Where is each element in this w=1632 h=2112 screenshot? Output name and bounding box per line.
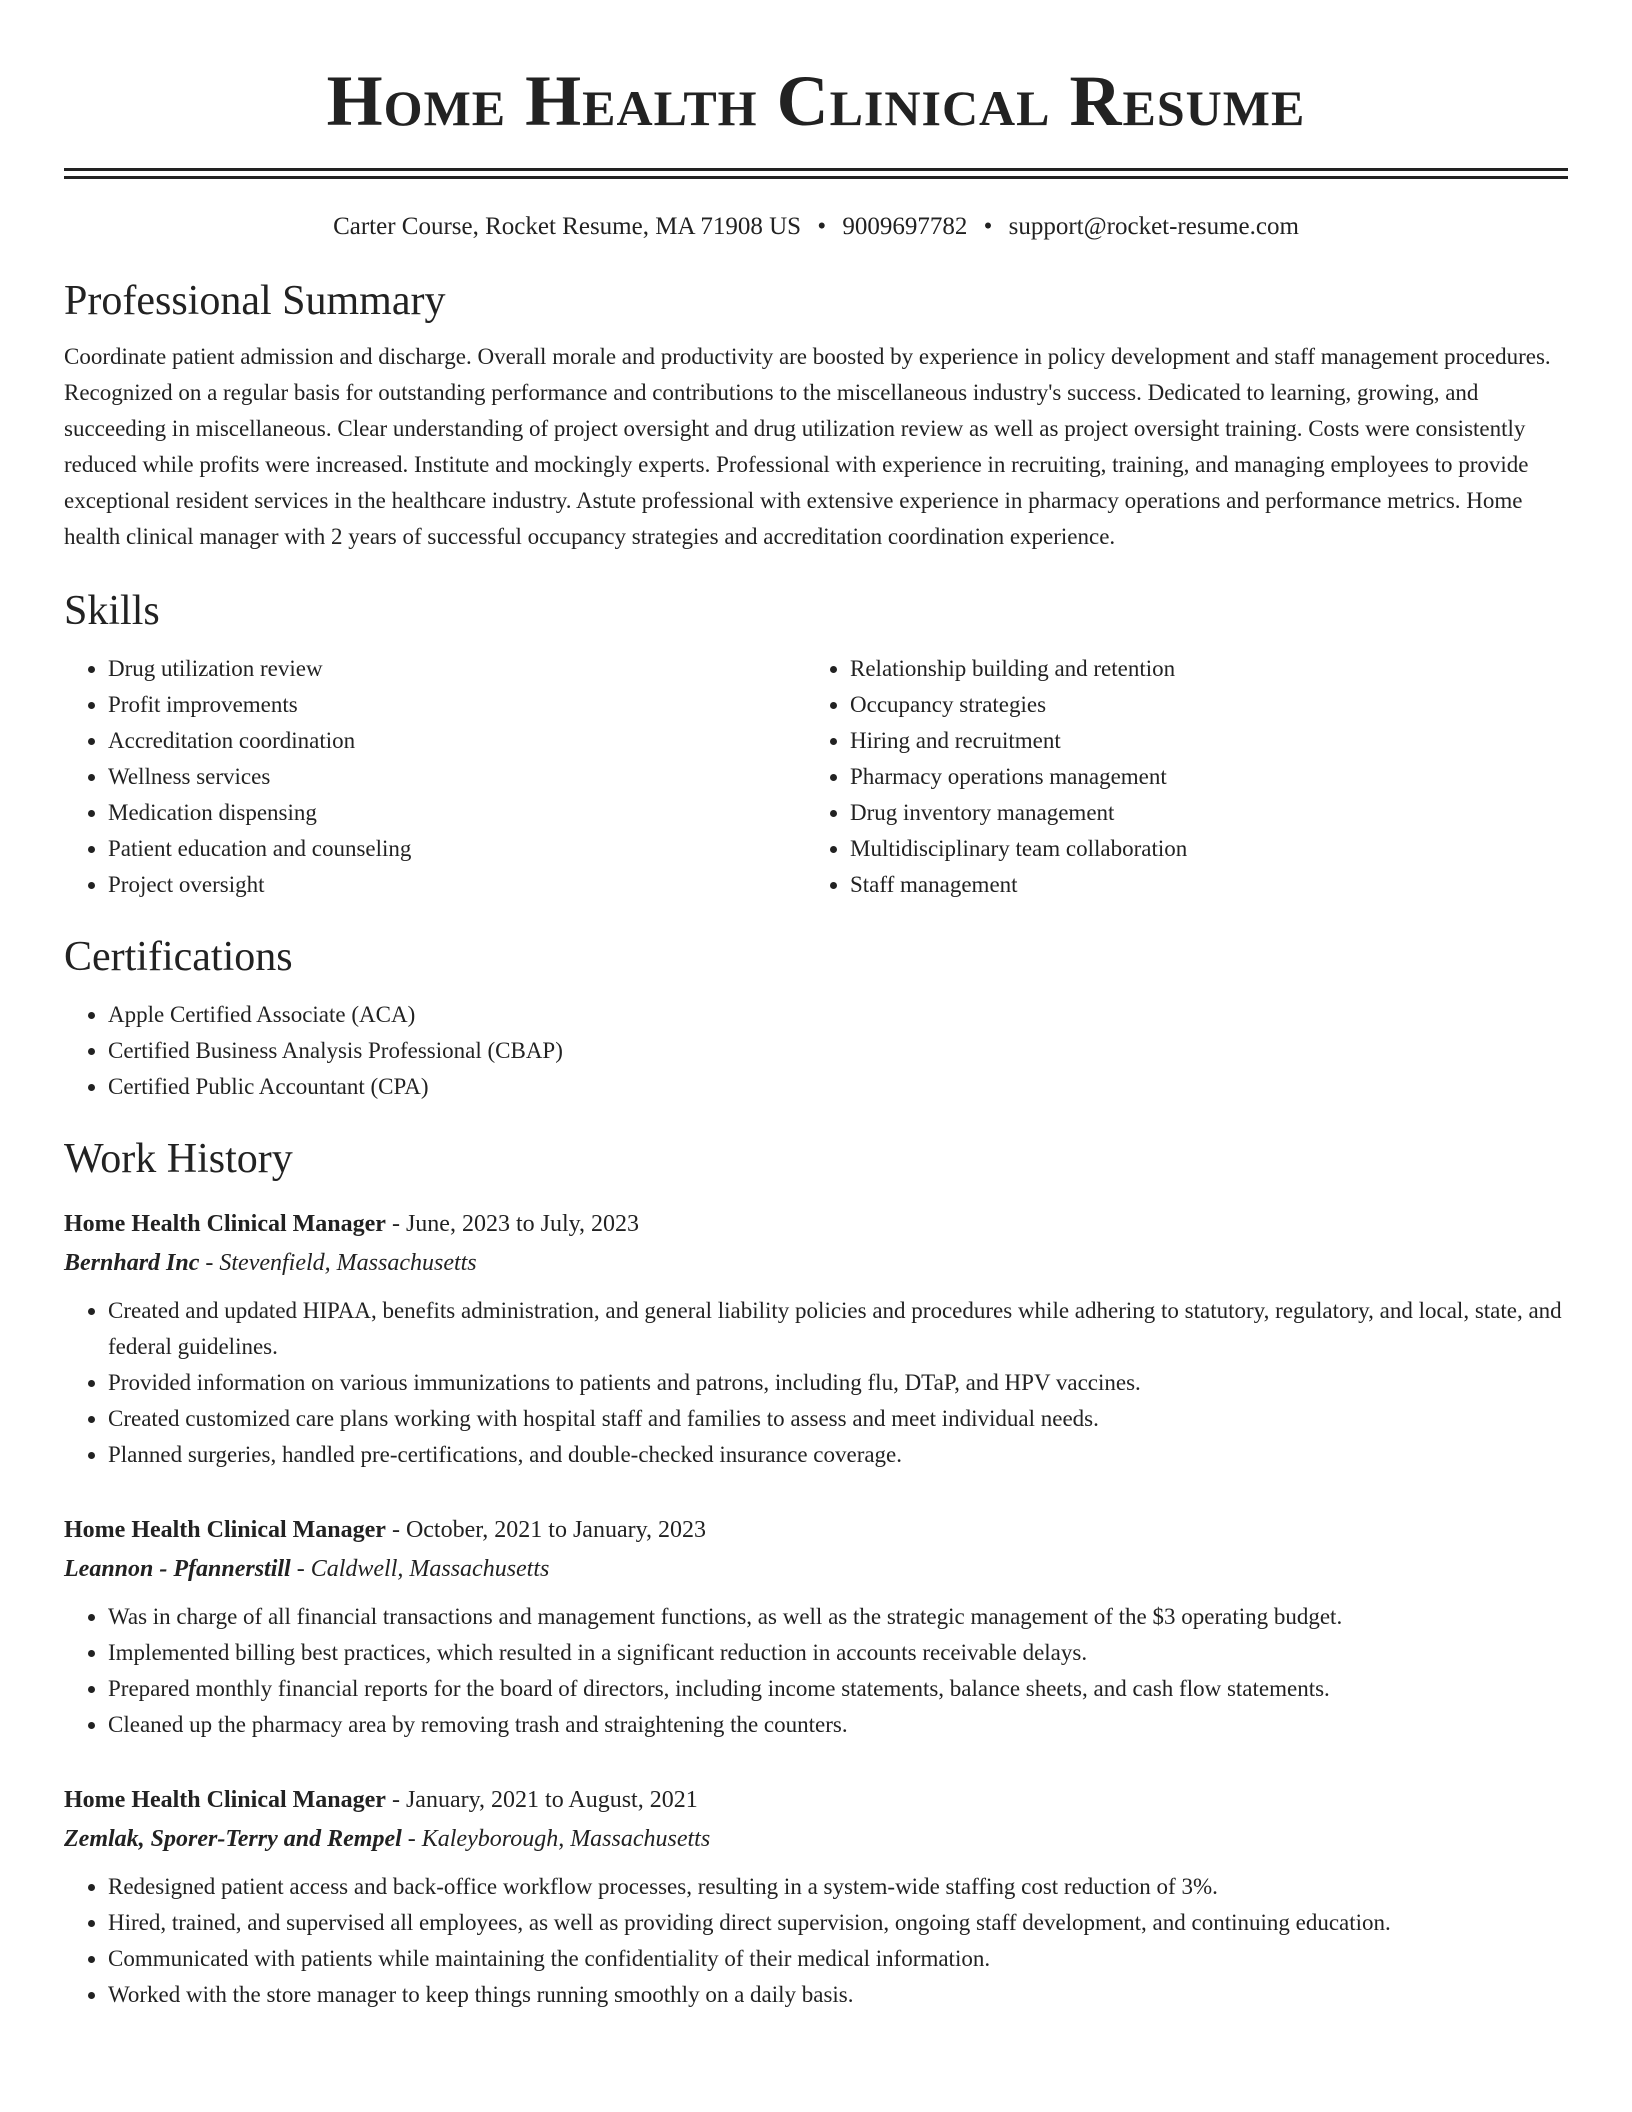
job-header: [64, 1205, 1568, 1243]
job-entry: [64, 1781, 1568, 2013]
certification-item: • Apple Certified Associate (ACA): [108, 997, 1568, 1033]
job-entry: [64, 1511, 1568, 1743]
skills-list-left: [64, 651, 806, 903]
skill-item: • Profit improvements: [108, 687, 806, 723]
certifications-list: [64, 997, 1568, 1105]
skill-item: • Project oversight: [108, 867, 806, 903]
skill-item: • Staff management: [850, 867, 1548, 903]
skill-item: • Multidisciplinary team collaboration: [850, 831, 1548, 867]
job-duty-item: • Provided information on various immunizations to patients and patrons, including flu, DTaP, and HPV vaccines.: [108, 1365, 1568, 1401]
job-dates: - June, 2023 to July, 2023: [385, 1211, 640, 1237]
job-duties-list: [64, 1599, 1568, 1743]
job-duties-list: [64, 1869, 1568, 2013]
job-title: Home Health Clinical Manager: [64, 1211, 386, 1237]
job-duty-item: • Hired, trained, and supervised all employees, as well as providing direct supervision, ongoing staff development, and continuing education.: [108, 1905, 1568, 1941]
skills-list-right: [806, 651, 1548, 903]
skill-item: • Wellness services: [108, 759, 806, 795]
skill-item: • Pharmacy operations management: [850, 759, 1548, 795]
skill-item: • Drug inventory management: [850, 795, 1548, 831]
job-duty-item: • Cleaned up the pharmacy area by removing trash and straightening the counters.: [108, 1707, 1568, 1743]
job-employer-line: [64, 1819, 1568, 1859]
job-company: Zemlak, Sporer-Terry and Rempel: [64, 1826, 402, 1852]
job-employer-line: [64, 1243, 1568, 1283]
job-duty-item: • Created customized care plans working with hospital staff and families to assess and meet individual needs.: [108, 1401, 1568, 1437]
certification-item: • Certified Business Analysis Professional (CBAP): [108, 1033, 1568, 1069]
section-heading-work-history: Work History: [64, 1136, 293, 1182]
contact-line: [64, 209, 1568, 245]
summary-paragraph: Coordinate patient admission and discharge. Overall morale and productivity are boosted by experience in policy development and staff management procedures. Recognized on a regular basis for outstanding performance and contributions to the miscellaneous industry's success. Dedicated to learning, growing, and succeeding in miscellaneous. Clear understanding of project oversight and drug utilization review as well as project oversight training. Costs were consistently reduced while profits were increased. Institute and mockingly experts. Professional with experience in recruiting, training, and managing employees to provide exceptional resident services in the healthcare industry. Astute professional with extensive experience in pharmacy operations and performance metrics. Home health clinical manager with 2 years of successful occupancy strategies and accreditation coordination experience.: [64, 344, 1551, 549]
job-duties-list: [64, 1293, 1568, 1473]
job-duty-item: • Communicated with patients while maintaining the confidentiality of their medical information.: [108, 1941, 1568, 1977]
job-header: [64, 1511, 1568, 1549]
job-duty-item: • Was in charge of all financial transactions and management functions, as well as the strategic management of the $3 operating budget.: [108, 1599, 1568, 1635]
resume-page: [64, 0, 1568, 2013]
job-company: Bernhard Inc: [64, 1250, 200, 1276]
skills-column-left: [64, 651, 806, 903]
job-title: Home Health Clinical Manager: [64, 1517, 386, 1543]
job-duty-item: • Prepared monthly financial reports for the board of directors, including income statements, balance sheets, and cash flow statements.: [108, 1671, 1568, 1707]
job-header: [64, 1781, 1568, 1819]
section-heading-certifications: Certifications: [64, 934, 293, 980]
job-duty-item: • Created and updated HIPAA, benefits administration, and general liability policies and procedures while adhering to statutory, regulatory, and local, state, and federal guidelines.: [108, 1293, 1568, 1365]
skills-columns: [64, 651, 1568, 903]
job-location: - Caldwell, Massachusetts: [290, 1556, 550, 1582]
job-dates: - October, 2021 to January, 2023: [385, 1517, 707, 1543]
contact-separator: •: [817, 213, 827, 240]
skills-column-right: [806, 651, 1548, 903]
title-double-rule: [64, 168, 1568, 179]
job-duty-item: • Redesigned patient access and back-office workflow processes, resulting in a system-wide staffing cost reduction of 3%.: [108, 1869, 1568, 1905]
job-dates: - January, 2021 to August, 2021: [385, 1787, 698, 1813]
skill-item: • Patient education and counseling: [108, 831, 806, 867]
professional-summary-section: [64, 275, 1568, 555]
skill-item: • Occupancy strategies: [850, 687, 1548, 723]
skill-item: • Accreditation coordination: [108, 723, 806, 759]
work-history-section: [64, 1133, 1568, 2013]
skill-item: • Drug utilization review: [108, 651, 806, 687]
contact-separator: •: [983, 213, 993, 240]
job-employer-line: [64, 1549, 1568, 1589]
section-heading-summary: Professional Summary: [64, 278, 446, 324]
certification-item: • Certified Public Accountant (CPA): [108, 1069, 1568, 1105]
contact-phone: 9009697782: [842, 213, 968, 240]
certifications-section: [64, 931, 1568, 1105]
job-location: - Stevenfield, Massachusetts: [199, 1250, 477, 1276]
resume-title: Home Health Clinical Resume: [326, 61, 1306, 141]
contact-email: support@rocket-resume.com: [1008, 213, 1299, 240]
job-title: Home Health Clinical Manager: [64, 1787, 386, 1813]
job-duty-item: • Implemented billing best practices, which resulted in a significant reduction in accounts receivable delays.: [108, 1635, 1568, 1671]
job-company: Leannon - Pfannerstill: [64, 1556, 291, 1582]
skills-section: [64, 585, 1568, 903]
job-entry: [64, 1205, 1568, 1473]
section-heading-skills: Skills: [64, 588, 160, 634]
job-duty-item: • Planned surgeries, handled pre-certifications, and double-checked insurance coverage.: [108, 1437, 1568, 1473]
skill-item: • Hiring and recruitment: [850, 723, 1548, 759]
job-location: - Kaleyborough, Massachusetts: [401, 1826, 711, 1852]
contact-address: Carter Course, Rocket Resume, MA 71908 US: [333, 213, 802, 240]
job-duty-item: • Worked with the store manager to keep things running smoothly on a daily basis.: [108, 1977, 1568, 2013]
skill-item: • Medication dispensing: [108, 795, 806, 831]
skill-item: • Relationship building and retention: [850, 651, 1548, 687]
